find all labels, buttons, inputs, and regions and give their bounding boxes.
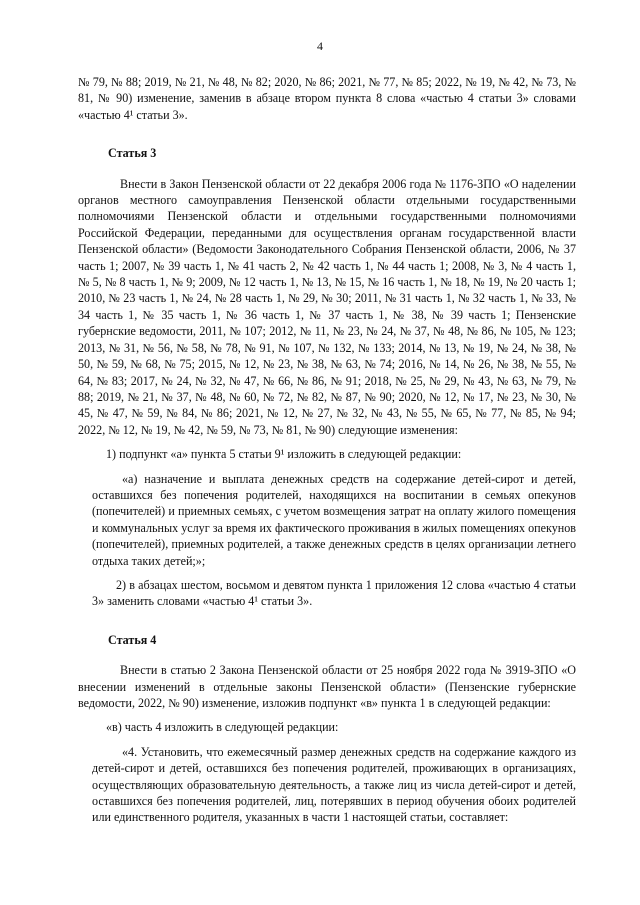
article-3-item-1: 1) подпункт «а» пункта 5 статьи 9¹ изложить в следующей редакции: <box>106 447 462 462</box>
page-number: 4 <box>317 39 323 53</box>
article-3-paragraph: Внести в Закон Пензенской области от 22 декабря 2006 года № 1176-ЗПО «О наделении органов местного самоуправления Пензенской области отдельными государственными полномочиями Пензенской области и отдельными государственными полномочиями Российской Федерации, переданными для осуществления органам государственной власти Пензенской области» (Ведомости Законодательного Собрания Пензенской области, 2006, № 37 часть 1; 2007, № 39 часть 1, № 41 часть 2, № 42 часть 1, № 44 часть 1; 2008, № 3, № 4 часть 1, № 5, № 8 часть 1, № 9; 2009, № 12 часть 1, № 13, № 15, № 16 часть 1, № 18, № 19, № 20 часть 1; 2010, № 23 часть 1, № 24, № 28 часть 1, № 29, № 30; 2011, № 31 часть 1, № 32 часть 1, № 33, № 34 часть 1, № 35 часть 1, № 36 часть 1, № 37 часть 1, № 38, № 39 часть 1; Пензенские губернские ведомости, 2011, № 107; 2012, № 11, № 23, № 24, № 37, № 48, № 86, № 105, № 123; 2013, № 31, № 56, № 58, № 78, № 91, № 107, № 132, № 133; 2014, № 13, № 19, № 24, № 38, № 50, № 59, № 68, № 75; 2015, № 12, № 23, № 38, № 63, № 74; 2016, № 14, № 26, № 38, № 55, № 64, № 83; 2017, № 24, № 32, № 47, № 66, № 86, № 91; 2018, № 25, № 29, № 43, № 63, № 79, № 88; 2019, № 21, № 37, № 48, № 60, № 72, № 82, № 87, № 90; 2020, № 12, № 17, № 23, № 30, № 45, № 47, № 59, № 84, № 86; 2021, № 12, № 27, № 32, № 43, № 55, № 65, № 77, № 85, № 94; 2022, № 12, № 19, № 42, № 59, № 73, № 81, № 90) следующие изменения: <box>78 176 576 437</box>
article-3-item-2: 2) в абзацах шестом, восьмом и девятом пункта 1 приложения 12 слова «частью 4 статьи 3» заменить словами «частью 4¹ статьи 3». <box>92 577 576 609</box>
article-4-subparagraph: «в) часть 4 изложить в следующей редакции: <box>106 720 339 735</box>
article-3-quote: «а) назначение и выплата денежных средств на содержание детей-сирот и детей, оставшихся без попечения родителей, находящихся на воспитании в семьях опекунов (попечителей) и приемных семьях, с учетом возмещения затрат на оплату жилого помещения и коммунальных услуг за время их фактического проживания в жилых помещениях опекунов (попечителей), приемных родителей, а также денежных средств в целях организации летнего отдыха таких детей;»; <box>92 471 576 568</box>
intro-paragraph: № 79, № 88; 2019, № 21, № 48, № 82; 2020, № 86; 2021, № 77, № 85; 2022, № 19, № 42, № 73, № 81, № 90) изменение, заменив в абзаце втором пункта 8 слова «частью 4 статьи 3» словами «частью 4¹ статьи 3». <box>78 75 576 122</box>
article-4-heading: Статья 4 <box>108 632 157 647</box>
article-4-quote: «4. Установить, что ежемесячный размер денежных средств на содержание каждого из детей-сирот и детей, оставшихся без попечения родителей, проживающих в организациях, осуществляющих образовательную деятельность, а также лиц из числа детей-сирот и детей, оставшихся без попечения родителей, лиц, потерявших в период обучения обоих родителей или единственного родителя, указанных в части 1 настоящей статьи, составляет: <box>92 744 576 825</box>
article-3-heading: Статья 3 <box>108 146 157 161</box>
article-4-paragraph: Внести в статью 2 Закона Пензенской области от 25 ноября 2022 года № 3919-ЗПО «О внесении изменений в отдельные законы Пензенской области» (Пензенские губернские ведомости, 2022, № 90) изменение, изложив подпункт «в» пункта 1 в следующей редакции: <box>78 663 576 710</box>
document-body <box>78 74 576 826</box>
